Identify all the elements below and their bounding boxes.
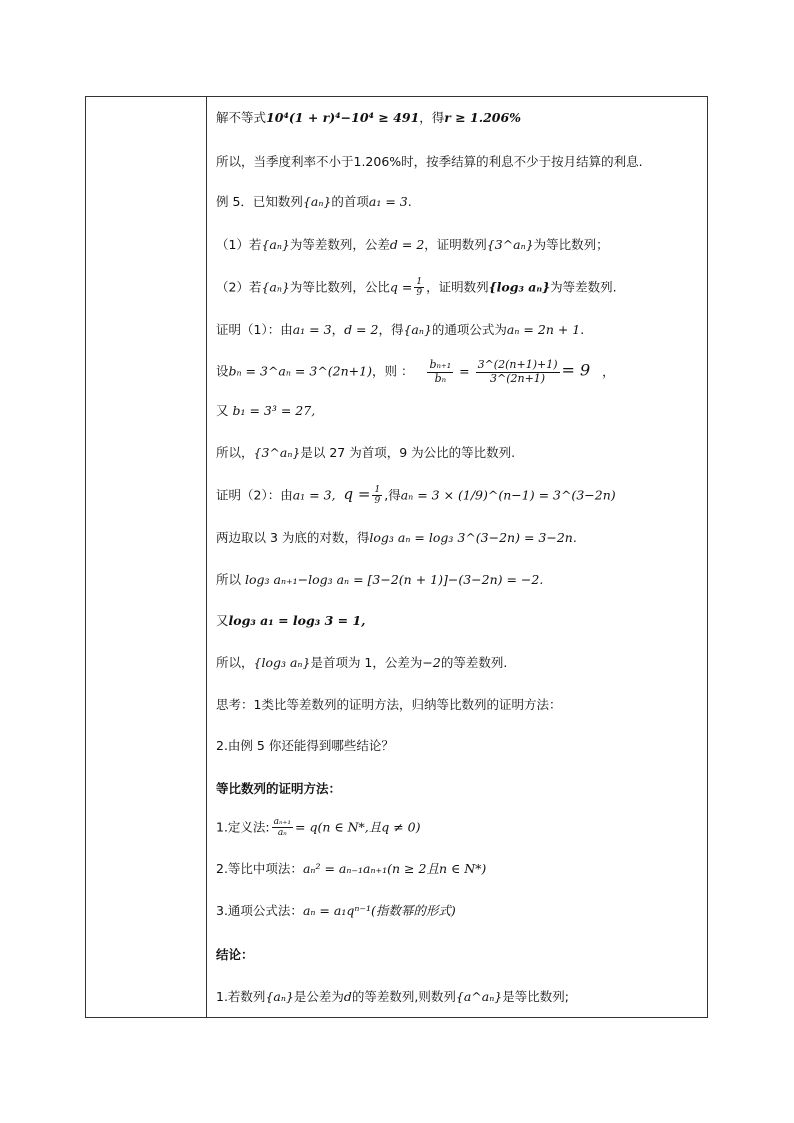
math-bn: bₙ = 3^aₙ = 3^(2n+1) [228,363,372,379]
math-seq: {aₙ} [403,322,432,337]
math-seq: {aₙ} [261,237,290,252]
text: . [407,194,412,209]
text: 又 [216,613,229,628]
math-a1: a₁ = 3 [292,322,332,337]
math-diff-log: log₃ aₙ₊₁−log₃ aₙ = [3−2(n + 1)]−(3−2n) = −2. [244,572,544,587]
line-difference [216,571,543,589]
math-q: q = [343,485,371,504]
math-seq-power: {a^aₙ} [455,989,503,1004]
math-log-a1: log₃ a₁ = log₃ 3 = 1, [228,613,366,628]
fraction-power [476,359,560,385]
text: ，得 [419,110,445,125]
line-first-log [216,612,366,630]
text: 的首项 [331,194,369,209]
math-first-term: a₁ = 3 [368,194,408,209]
math-seq: {aₙ} [261,279,290,295]
math-diff: d = 2 [389,237,425,252]
text: 为等比数列； [533,237,609,252]
numerator: 1 [374,485,381,495]
numerator: aₙ₊₁ [273,817,292,827]
text: ， [602,363,615,379]
numerator: bₙ₊₁ [429,358,452,371]
column-divider [206,97,207,1017]
math-general-term: aₙ = a₁qⁿ⁻¹(指数幂的形式) [302,903,456,918]
numerator: 1 [416,277,423,287]
text: 的等差数列. [440,655,508,670]
math-middle-term: aₙ² = aₙ₋₁aₙ₊₁(n ≥ 2且n ∈ N*) [302,861,487,876]
text: 为等差数列，公差 [289,237,390,252]
text: 2.由例 5 你还能得到哪些结论？ [216,738,394,753]
text: ,得 [384,487,401,503]
text: . [580,322,585,337]
math-diff-value: −2 [422,655,441,670]
text: 1.若数列 [216,989,266,1004]
heading-text: 等比数列的证明方法： [216,781,342,796]
text: 证明（1）：由 [216,322,293,337]
text: 证明（2）：由 [216,487,293,503]
section-heading-conclusion [216,946,254,964]
text: 设 [216,363,229,379]
text: 是以 27 为首项，9 为公比的等比数列. [300,445,516,460]
math-result: r ≥ 1.206% [444,110,522,125]
text: 例 5．已知数列 [216,194,303,209]
denominator: 3^(2n+1) [489,371,546,385]
line-method-middle-term [216,860,486,878]
math-d: d [343,989,352,1004]
denominator: bₙ [434,371,447,385]
fraction-ratio [427,359,453,385]
text: 思考：1类比等差数列的证明方法，归纳等比数列的证明方法： [216,697,562,712]
denominator: 9 [416,288,423,299]
line-take-log [216,529,577,547]
math-seq-log: {log₃ aₙ} [253,655,311,670]
text: 是等比数列; [502,989,569,1004]
line-proof-1 [216,321,584,339]
text: 解不等式 [216,110,267,125]
math-a1: a₁ = 3, [292,487,336,503]
line-so-1 [216,444,515,462]
content-cell [216,97,701,1017]
line-think-1 [216,696,561,714]
denominator: aₙ [277,828,287,839]
math-b1: b₁ = 3³ = 27, [232,403,316,418]
numerator: 3^(2(n+1)+1) [477,358,558,371]
fraction [372,485,382,507]
text: 的等差数列,则数列 [351,989,456,1004]
line-conclusion-1 [216,988,569,1006]
heading-text: 结论： [216,947,254,962]
text: 是公差为 [293,989,344,1004]
text: 为等比数列，公比 [289,279,390,295]
line-let-b: 设bₙ = 3^aₙ = 3^(2n+1)，则 ： $\frac{\text{bₙ₊₁}}{\text{bₙ}}$ = $\frac{3\^{}(2(n+1)+1)}{3\^{}(2n+1)}$ = 9 ， [216,358,615,385]
line-b1 [216,402,315,420]
text: 的通项公式为 [431,322,507,337]
text: ，则 ： [371,363,414,379]
math-seq-power: {3^aₙ} [486,237,534,252]
line-conclusion-rate [216,153,643,171]
text: （2）若 [216,279,262,295]
math-seq: {aₙ} [302,194,332,209]
text: 所以， [216,655,254,670]
text: 又 [216,403,233,418]
text: 所以 [216,572,245,587]
line-part-1 [216,236,609,254]
text: ， [331,322,345,337]
text: 两边取以 3 为底的对数，得 [216,530,370,545]
math-q: q = [389,279,413,295]
text: ，得 [378,322,404,337]
denominator: 9 [374,496,381,507]
text: 2.等比中项法： [216,861,303,876]
text: 为等差数列. [550,279,617,295]
line-so-2 [216,654,507,672]
math-inequality: 10⁴(1 + r)⁴−10⁴ ≥ 491 [266,110,420,125]
math-seq-log: {log₃ aₙ} [488,279,551,295]
text: 所以，当季度利率不小于1.206%时，按季结算的利息不少于按月结算的利息. [216,154,643,169]
text: ，证明数列 [426,279,489,295]
fraction [414,277,424,299]
math-result: = 9 [561,360,591,380]
math-an: aₙ = 3 × (1/9)^(n−1) = 3^(3−2n) [400,487,616,503]
text: 是首项为 1，公差为 [310,655,423,670]
text: 3.通项公式法： [216,903,303,918]
section-heading-methods [216,780,341,798]
lesson-table [85,96,708,1018]
text: ，证明数列 [424,237,487,252]
line-method-definition [216,817,421,839]
math-formula: aₙ = 2n + 1 [506,322,581,337]
math-seq: {aₙ} [265,989,294,1004]
math-seq-power: {3^aₙ} [253,445,301,460]
text: （1）若 [216,237,262,252]
fraction [272,817,293,839]
line-method-general-term [216,902,456,920]
line-proof-2 [216,485,616,507]
text: 所以， [216,445,254,460]
text: 1.定义法: [216,819,270,835]
math-definition: = q(n ∈ N*,且q ≠ 0) [295,819,421,835]
line-think-2 [216,737,394,755]
math-log: log₃ aₙ = log₃ 3^(3−2n) = 3−2n. [369,530,577,545]
line-part-2 [216,277,617,299]
math-diff: d = 2 [344,322,379,337]
line-example-5 [216,193,412,211]
line-inequality [216,109,521,127]
